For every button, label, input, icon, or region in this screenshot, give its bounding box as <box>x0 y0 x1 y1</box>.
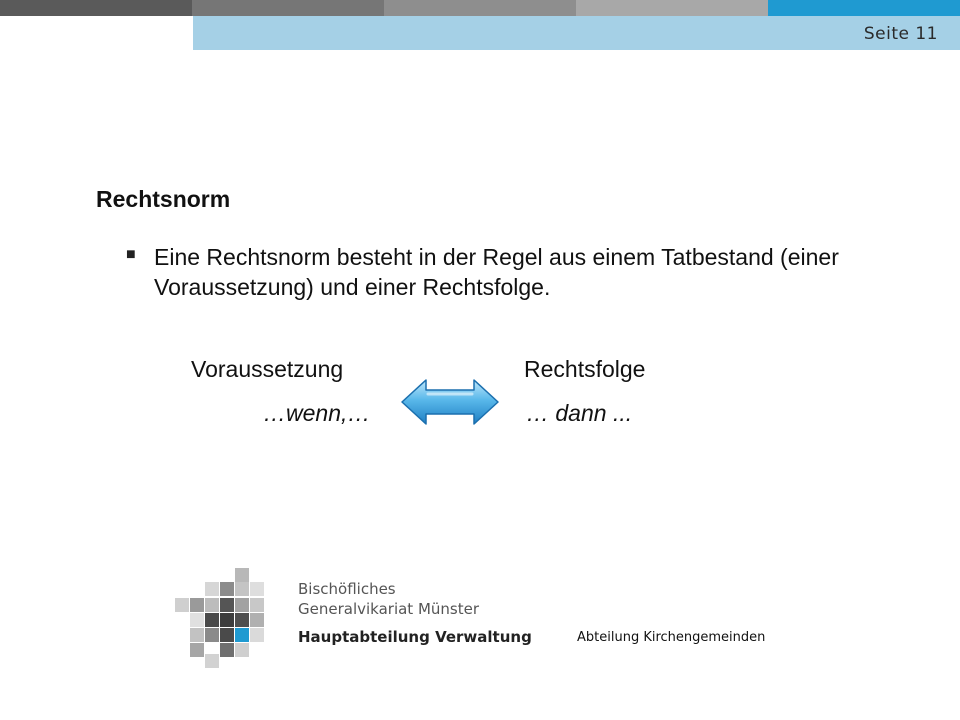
then-phrase: … dann ... <box>526 400 633 426</box>
double-headed-arrow-icon <box>398 374 502 430</box>
logo-line-3: Hauptabteilung Verwaltung <box>298 628 532 646</box>
header-bar-segment <box>576 0 768 16</box>
header-subbar <box>193 16 960 50</box>
header-bar-segment <box>0 0 192 16</box>
department-label: Abteilung Kirchengemeinden <box>577 630 766 645</box>
header-bar-segment <box>768 0 960 16</box>
square-bullet-icon: ■ <box>126 246 136 263</box>
slide-title: Rechtsnorm <box>96 186 231 212</box>
header-bar-segment <box>384 0 576 16</box>
page-number: Seite 11 <box>863 24 938 44</box>
condition-label: Voraussetzung <box>191 356 344 382</box>
bullet-text: Eine Rechtsnorm besteht in der Regel aus einem Tatbestand (einer Voraussetzung) und einer Rechtsfolge. <box>154 244 839 300</box>
if-phrase: …wenn,… <box>263 400 371 426</box>
header-color-bar <box>0 0 960 16</box>
diocese-cross-logo <box>175 568 279 668</box>
consequence-label: Rechtsfolge <box>524 356 646 382</box>
logo-line-1: Bischöfliches <box>298 580 396 598</box>
header-bar-segment <box>192 0 384 16</box>
logo-line-2: Generalvikariat Münster <box>298 600 479 618</box>
